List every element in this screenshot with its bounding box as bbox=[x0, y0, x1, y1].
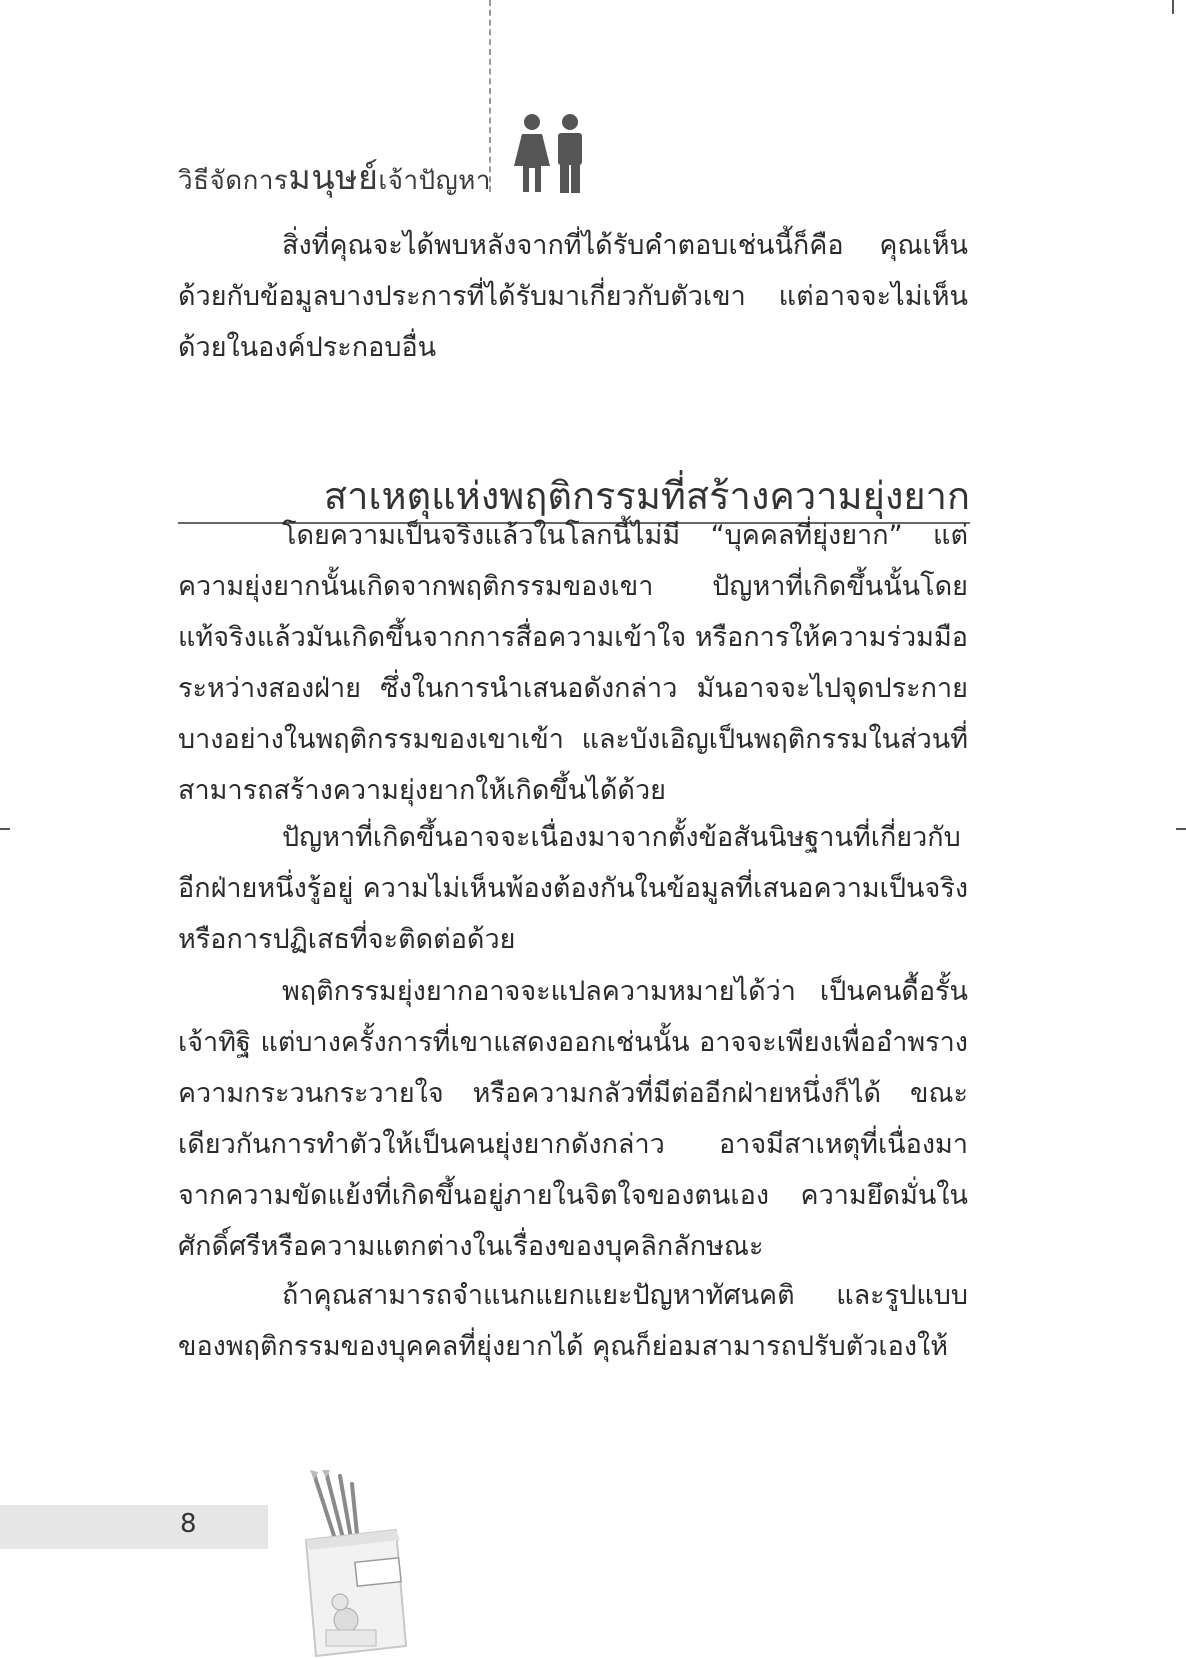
pencil-cup-illustration bbox=[296, 1470, 416, 1658]
section-heading: สาเหตุแห่งพฤติกรรมที่สร้างความยุ่งยาก bbox=[178, 470, 970, 524]
body-paragraph-intro: สิ่งที่คุณจะได้พบหลังจากที่ได้รับคำตอบเช่นนี้ก็คือ คุณเห็นด้วยกับข้อมูลบางประการที่ได้รับมาเกี่ยวกับตัวเขา แต่อาจจะไม่เห็นด้วยในองค์ประกอบอื่น bbox=[178, 230, 968, 363]
body-paragraph: ถ้าคุณสามารถจำแนกแยกแยะปัญหาทัศนคติ และรูปแบบของพฤติกรรมของบุคคลที่ยุ่งยากได้ คุณก็ย่อมสามารถปรับตัวเองให้ bbox=[178, 1280, 968, 1362]
people-icon bbox=[510, 112, 592, 194]
crop-mark-right-middle bbox=[1176, 828, 1186, 830]
page-number-band bbox=[0, 1505, 268, 1549]
crop-mark-left-middle bbox=[0, 828, 10, 830]
body-paragraph: โดยความเป็นจริงแล้วในโลกนี้ไม่มี “บุคคลที่ยุ่งยาก” แต่ความยุ่งยากนั้นเกิดจากพฤติกรรมของเขา ปัญหาที่เกิดขึ้นนั้นโดยแท้จริงแล้วมันเกิดขึ้นจากการสื่อความเข้าใจ หรือการให้ความร่วมมือระหว่างสองฝ่าย ซึ่งในการนำเสนอดังกล่าว มันอาจจะไปจุดประกายบางอย่างในพฤติกรรมของเขาเข้า และบังเอิญเป็นพฤติกรรมในส่วนที่สามารถสร้างความยุ่งยากให้เกิดขึ้นได้ด้วย bbox=[178, 520, 968, 806]
page-number: 8 bbox=[180, 1509, 197, 1539]
header-title-emphasis: มนุษย์ bbox=[288, 158, 379, 198]
body-paragraph: พฤติกรรมยุ่งยากอาจจะแปลความหมายได้ว่า เป็นคนดื้อรั้นเจ้าทิฐิ แต่บางครั้งการที่เขาแสดงออกเช่นนั้น อาจจะเพียงเพื่ออำพรางความกระวนกระวายใจ หรือความกลัวที่มีต่ออีกฝ่ายหนึ่งก็ได้ ขณะเดียวกันการทำตัวให้เป็นคนยุ่งยากดังกล่าว อาจมีสาเหตุที่เนื่องมาจากความขัดแย้งที่เกิดขึ้นอยู่ภายในจิตใจของตนเอง ความยึดมั่นในศักดิ์ศรีหรือความแตกต่างในเรื่องของบุคลิกลักษณะ bbox=[178, 976, 968, 1262]
crop-mark-top-right bbox=[1172, 0, 1174, 14]
header-title-prefix: วิธีจัดการ bbox=[178, 166, 289, 196]
running-header bbox=[178, 150, 491, 204]
header-title-suffix: เจ้าปัญหา bbox=[378, 166, 492, 196]
body-paragraph: ปัญหาที่เกิดขึ้นอาจจะเนื่องมาจากตั้งข้อสันนิษฐานที่เกี่ยวกับอีกฝ่ายหนึ่งรู้อยู่ ความไม่เห็นพ้องต้องกันในข้อมูลที่เสนอความเป็นจริง หรือการปฏิเสธที่จะติดต่อด้วย bbox=[178, 822, 968, 955]
